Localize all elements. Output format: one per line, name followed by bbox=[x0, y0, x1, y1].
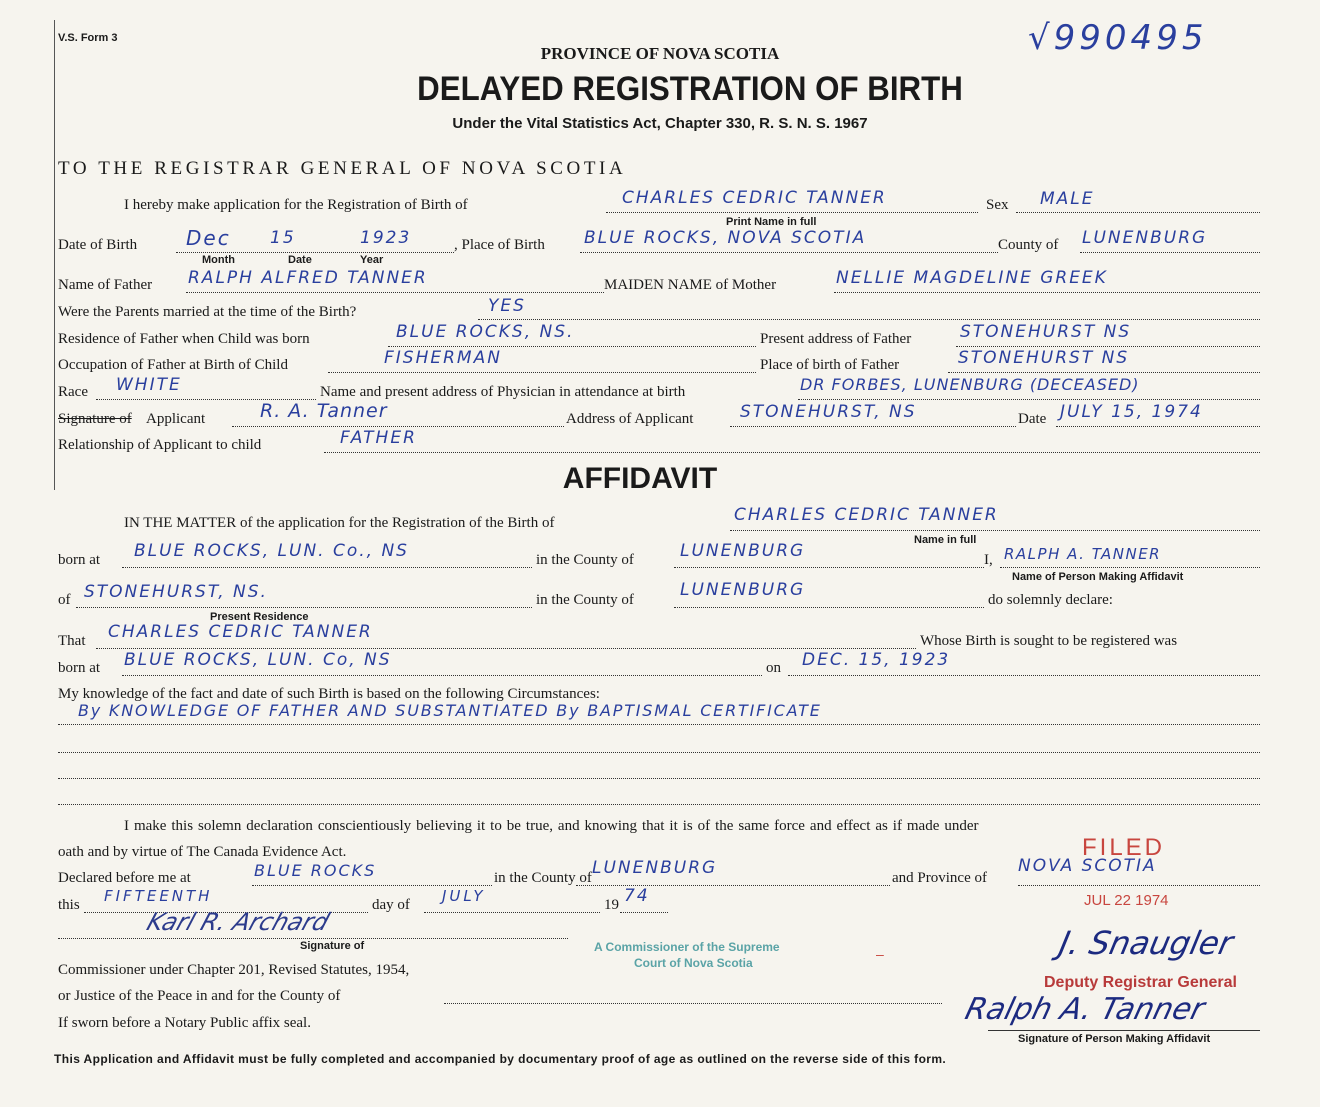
circumstances-line-4 bbox=[58, 804, 1260, 805]
registrar-title: Deputy Registrar General bbox=[1044, 974, 1237, 991]
signature-struck: Signature of bbox=[58, 411, 132, 427]
form-title: DELAYED REGISTRATION OF BIRTH bbox=[417, 70, 963, 108]
county2-label: in the County of bbox=[536, 592, 634, 608]
province-label: and Province of bbox=[892, 870, 987, 886]
married-value: YES bbox=[488, 296, 526, 316]
jp-county-line bbox=[444, 1003, 942, 1004]
place-of-birth-line bbox=[580, 252, 998, 253]
declared-county-value: LUNENBURG bbox=[592, 858, 718, 878]
declarant-signature: Ralph A. Tanner bbox=[961, 992, 1209, 1027]
year-line bbox=[620, 912, 668, 913]
that-name: CHARLES CEDRIC TANNER bbox=[108, 622, 373, 642]
mother-label: MAIDEN NAME of Mother bbox=[604, 277, 777, 293]
mother-name: NELLIE MAGDELINE GREEK bbox=[836, 268, 1108, 288]
born-at-value: BLUE ROCKS, LUN. Co., NS bbox=[134, 541, 409, 561]
matter-child-name: CHARLES CEDRIC TANNER bbox=[734, 505, 999, 525]
province-value: NOVA SCOTIA bbox=[1018, 856, 1157, 876]
father-birthplace: STONEHURST NS bbox=[958, 348, 1130, 368]
declared-county-label: in the County of bbox=[494, 870, 592, 886]
knowledge-label: My knowledge of the fact and date of such Birth is based on the following Circumstances: bbox=[58, 686, 600, 702]
father-residence-label: Residence of Father when Child was born bbox=[58, 331, 310, 347]
circumstances-line-3 bbox=[58, 778, 1260, 779]
addressee: TO THE REGISTRAR GENERAL OF NOVA SCOTIA bbox=[58, 158, 627, 179]
applicant-signature-line bbox=[232, 426, 564, 427]
date-value: JULY 15, 1974 bbox=[1060, 402, 1203, 422]
county-value: LUNENBURG bbox=[1082, 228, 1208, 248]
present-address-label: Present address of Father bbox=[760, 331, 912, 347]
on-line bbox=[788, 675, 1260, 676]
relationship-value: FATHER bbox=[340, 428, 417, 448]
physician-line bbox=[798, 399, 1260, 400]
form-number: V.S. Form 3 bbox=[58, 32, 118, 44]
father-line bbox=[186, 292, 604, 293]
sex-label: Sex bbox=[986, 197, 1009, 213]
commissioner-signature: Karl R. Archard bbox=[143, 908, 333, 936]
notary-line: If sworn before a Notary Public affix seal. bbox=[58, 1015, 311, 1031]
born-at2-value: BLUE ROCKS, LUN. Co, NS bbox=[124, 650, 392, 670]
married-label: Were the Parents married at the time of the Birth? bbox=[58, 304, 357, 320]
solemn-line-1: I make this solemn declaration conscientiously believing it to be true, and knowing that it is of the same force and effect as if made under bbox=[124, 818, 979, 834]
occupation-line bbox=[328, 372, 756, 373]
occupation-label: Occupation of Father at Birth of Child bbox=[58, 357, 288, 373]
sex-line bbox=[1016, 212, 1260, 213]
on-label: on bbox=[766, 660, 781, 676]
father-birthplace-label: Place of birth of Father bbox=[760, 357, 900, 373]
applicant-label: Applicant bbox=[146, 411, 206, 427]
applicant-address: STONEHURST, NS bbox=[740, 402, 917, 422]
name-in-full-caption: Name in full bbox=[914, 534, 977, 546]
month-line bbox=[424, 912, 600, 913]
born-at-label: born at bbox=[58, 552, 101, 568]
commissioner-stamp-line-2: Court of Nova Scotia bbox=[634, 956, 753, 970]
of-label: of bbox=[58, 592, 71, 608]
father-residence: BLUE ROCKS, NS. bbox=[396, 322, 575, 342]
sex-value: MALE bbox=[1040, 189, 1095, 209]
province-heading: PROVINCE OF NOVA SCOTIA bbox=[540, 44, 780, 63]
born-at2-line bbox=[122, 675, 762, 676]
commissioner-line-2: or Justice of the Peace in and for the County of bbox=[58, 988, 341, 1004]
county-of-value: LUNENBURG bbox=[680, 541, 806, 561]
declarant-signature-caption: Signature of Person Making Affidavit bbox=[1018, 1033, 1211, 1045]
date-label: Date bbox=[1018, 411, 1047, 427]
circumstances-line-2 bbox=[58, 752, 1260, 753]
applicant-address-line bbox=[730, 426, 1016, 427]
child-name: CHARLES CEDRIC TANNER bbox=[622, 188, 887, 208]
place-of-birth: BLUE ROCKS, NOVA SCOTIA bbox=[584, 228, 867, 248]
registrar-signature: J. Snaugler bbox=[1055, 924, 1237, 962]
intro-label: I hereby make application for the Registration of Birth of bbox=[124, 197, 468, 213]
province-line bbox=[1018, 885, 1260, 886]
race-label: Race bbox=[58, 384, 88, 400]
signature-of-caption: Signature of bbox=[300, 940, 365, 952]
father-birthplace-line bbox=[948, 372, 1260, 373]
county-of-line bbox=[674, 567, 984, 568]
present-address-line bbox=[956, 346, 1260, 347]
dob-line bbox=[176, 252, 454, 253]
residence-value: STONEHURST, NS. bbox=[84, 582, 268, 602]
dob-date: 15 bbox=[270, 228, 296, 248]
year-caption: Year bbox=[360, 254, 384, 266]
county2-line bbox=[674, 607, 984, 608]
declare-label: do solemnly declare: bbox=[988, 592, 1113, 608]
relationship-line bbox=[324, 452, 1260, 453]
born-at2-label: born at bbox=[58, 660, 101, 676]
father-name: RALPH ALFRED TANNER bbox=[188, 268, 428, 288]
county-line bbox=[1080, 252, 1260, 253]
residence-caption: Present Residence bbox=[210, 611, 309, 623]
dob-month: Dec bbox=[186, 226, 231, 250]
mother-line bbox=[834, 292, 1260, 293]
circumstances-value: By KNOWLEDGE OF FATHER AND SUBSTANTIATED By BAPTISMAL CERTIFICATE bbox=[78, 701, 822, 720]
present-address: STONEHURST NS bbox=[960, 322, 1132, 342]
commissioner-stamp-line-1: A Commissioner of the Supreme bbox=[594, 940, 780, 954]
matter-label: IN THE MATTER of the application for the Registration of the Birth of bbox=[124, 515, 555, 531]
occupation-value: FISHERMAN bbox=[384, 348, 502, 368]
year-prefix: 19 bbox=[604, 897, 619, 913]
declared-at-line bbox=[252, 885, 492, 886]
month-value: JULY bbox=[442, 887, 486, 905]
physician-value: DR FORBES, LUNENBURG (DECEASED) bbox=[800, 375, 1140, 394]
circumstances-line-1 bbox=[58, 724, 1260, 725]
declared-label: Declared before me at bbox=[58, 870, 191, 886]
county-of-label: in the County of bbox=[536, 552, 634, 568]
affidavit-heading: AFFIDAVIT bbox=[562, 462, 718, 495]
matter-name-line bbox=[730, 530, 1260, 531]
declarant-signature-line bbox=[988, 1030, 1260, 1031]
declarant-caption: Name of Person Making Affidavit bbox=[1012, 571, 1184, 583]
commissioner-line-1: Commissioner under Chapter 201, Revised Statutes, 1954, bbox=[58, 962, 410, 978]
this-label: this bbox=[58, 897, 80, 913]
form-subtitle: Under the Vital Statistics Act, Chapter 330, R. S. N. S. 1967 bbox=[452, 115, 868, 132]
relationship-label: Relationship of Applicant to child bbox=[58, 437, 262, 453]
child-name-line bbox=[606, 212, 978, 213]
i-label: I, bbox=[984, 552, 993, 568]
print-name-caption: Print Name in full bbox=[726, 216, 817, 228]
solemn-line-2: oath and by virtue of The Canada Evidence Act. bbox=[58, 844, 347, 860]
county-label: County of bbox=[998, 237, 1059, 253]
declarant-line bbox=[1000, 567, 1260, 568]
month-caption: Month bbox=[202, 254, 235, 266]
father-label: Name of Father bbox=[58, 277, 153, 293]
county2-value: LUNENBURG bbox=[680, 580, 806, 600]
that-line bbox=[96, 648, 916, 649]
filed-date: JUL 22 1974 bbox=[1084, 892, 1169, 909]
place-of-birth-label: , Place of Birth bbox=[454, 237, 545, 253]
stamp-mark: – bbox=[876, 946, 884, 962]
applicant-signature: R. A. Tanner bbox=[260, 400, 388, 422]
married-line bbox=[478, 319, 1260, 320]
race-value: WHITE bbox=[116, 375, 182, 395]
footer-note: This Application and Affidavit must be fully completed and accompanied by documentary proof of age as outlined on the reverse side of this form. bbox=[54, 1052, 947, 1066]
applicant-address-label: Address of Applicant bbox=[566, 411, 694, 427]
filed-stamp: FILED bbox=[1082, 834, 1166, 861]
date-caption: Date bbox=[288, 254, 312, 266]
day-value: FIFTEENTH bbox=[104, 887, 213, 905]
commissioner-signature-line bbox=[58, 938, 568, 939]
declared-at-value: BLUE ROCKS bbox=[254, 861, 377, 880]
dob-year: 1923 bbox=[360, 228, 412, 248]
dob-label: Date of Birth bbox=[58, 237, 138, 253]
declarant-name: RALPH A. TANNER bbox=[1004, 545, 1162, 563]
year-suffix: 74 bbox=[624, 886, 650, 906]
that-label: That bbox=[58, 633, 86, 649]
on-date: DEC. 15, 1923 bbox=[802, 650, 951, 670]
day-of-label: day of bbox=[372, 897, 410, 913]
physician-label: Name and present address of Physician in attendance at birth bbox=[320, 384, 686, 400]
born-at-line bbox=[122, 567, 532, 568]
file-number: √990495 bbox=[1028, 18, 1208, 58]
whose-label: Whose Birth is sought to be registered was bbox=[920, 633, 1178, 649]
residence-line bbox=[76, 607, 532, 608]
date-line bbox=[1056, 426, 1260, 427]
father-residence-line bbox=[388, 346, 756, 347]
